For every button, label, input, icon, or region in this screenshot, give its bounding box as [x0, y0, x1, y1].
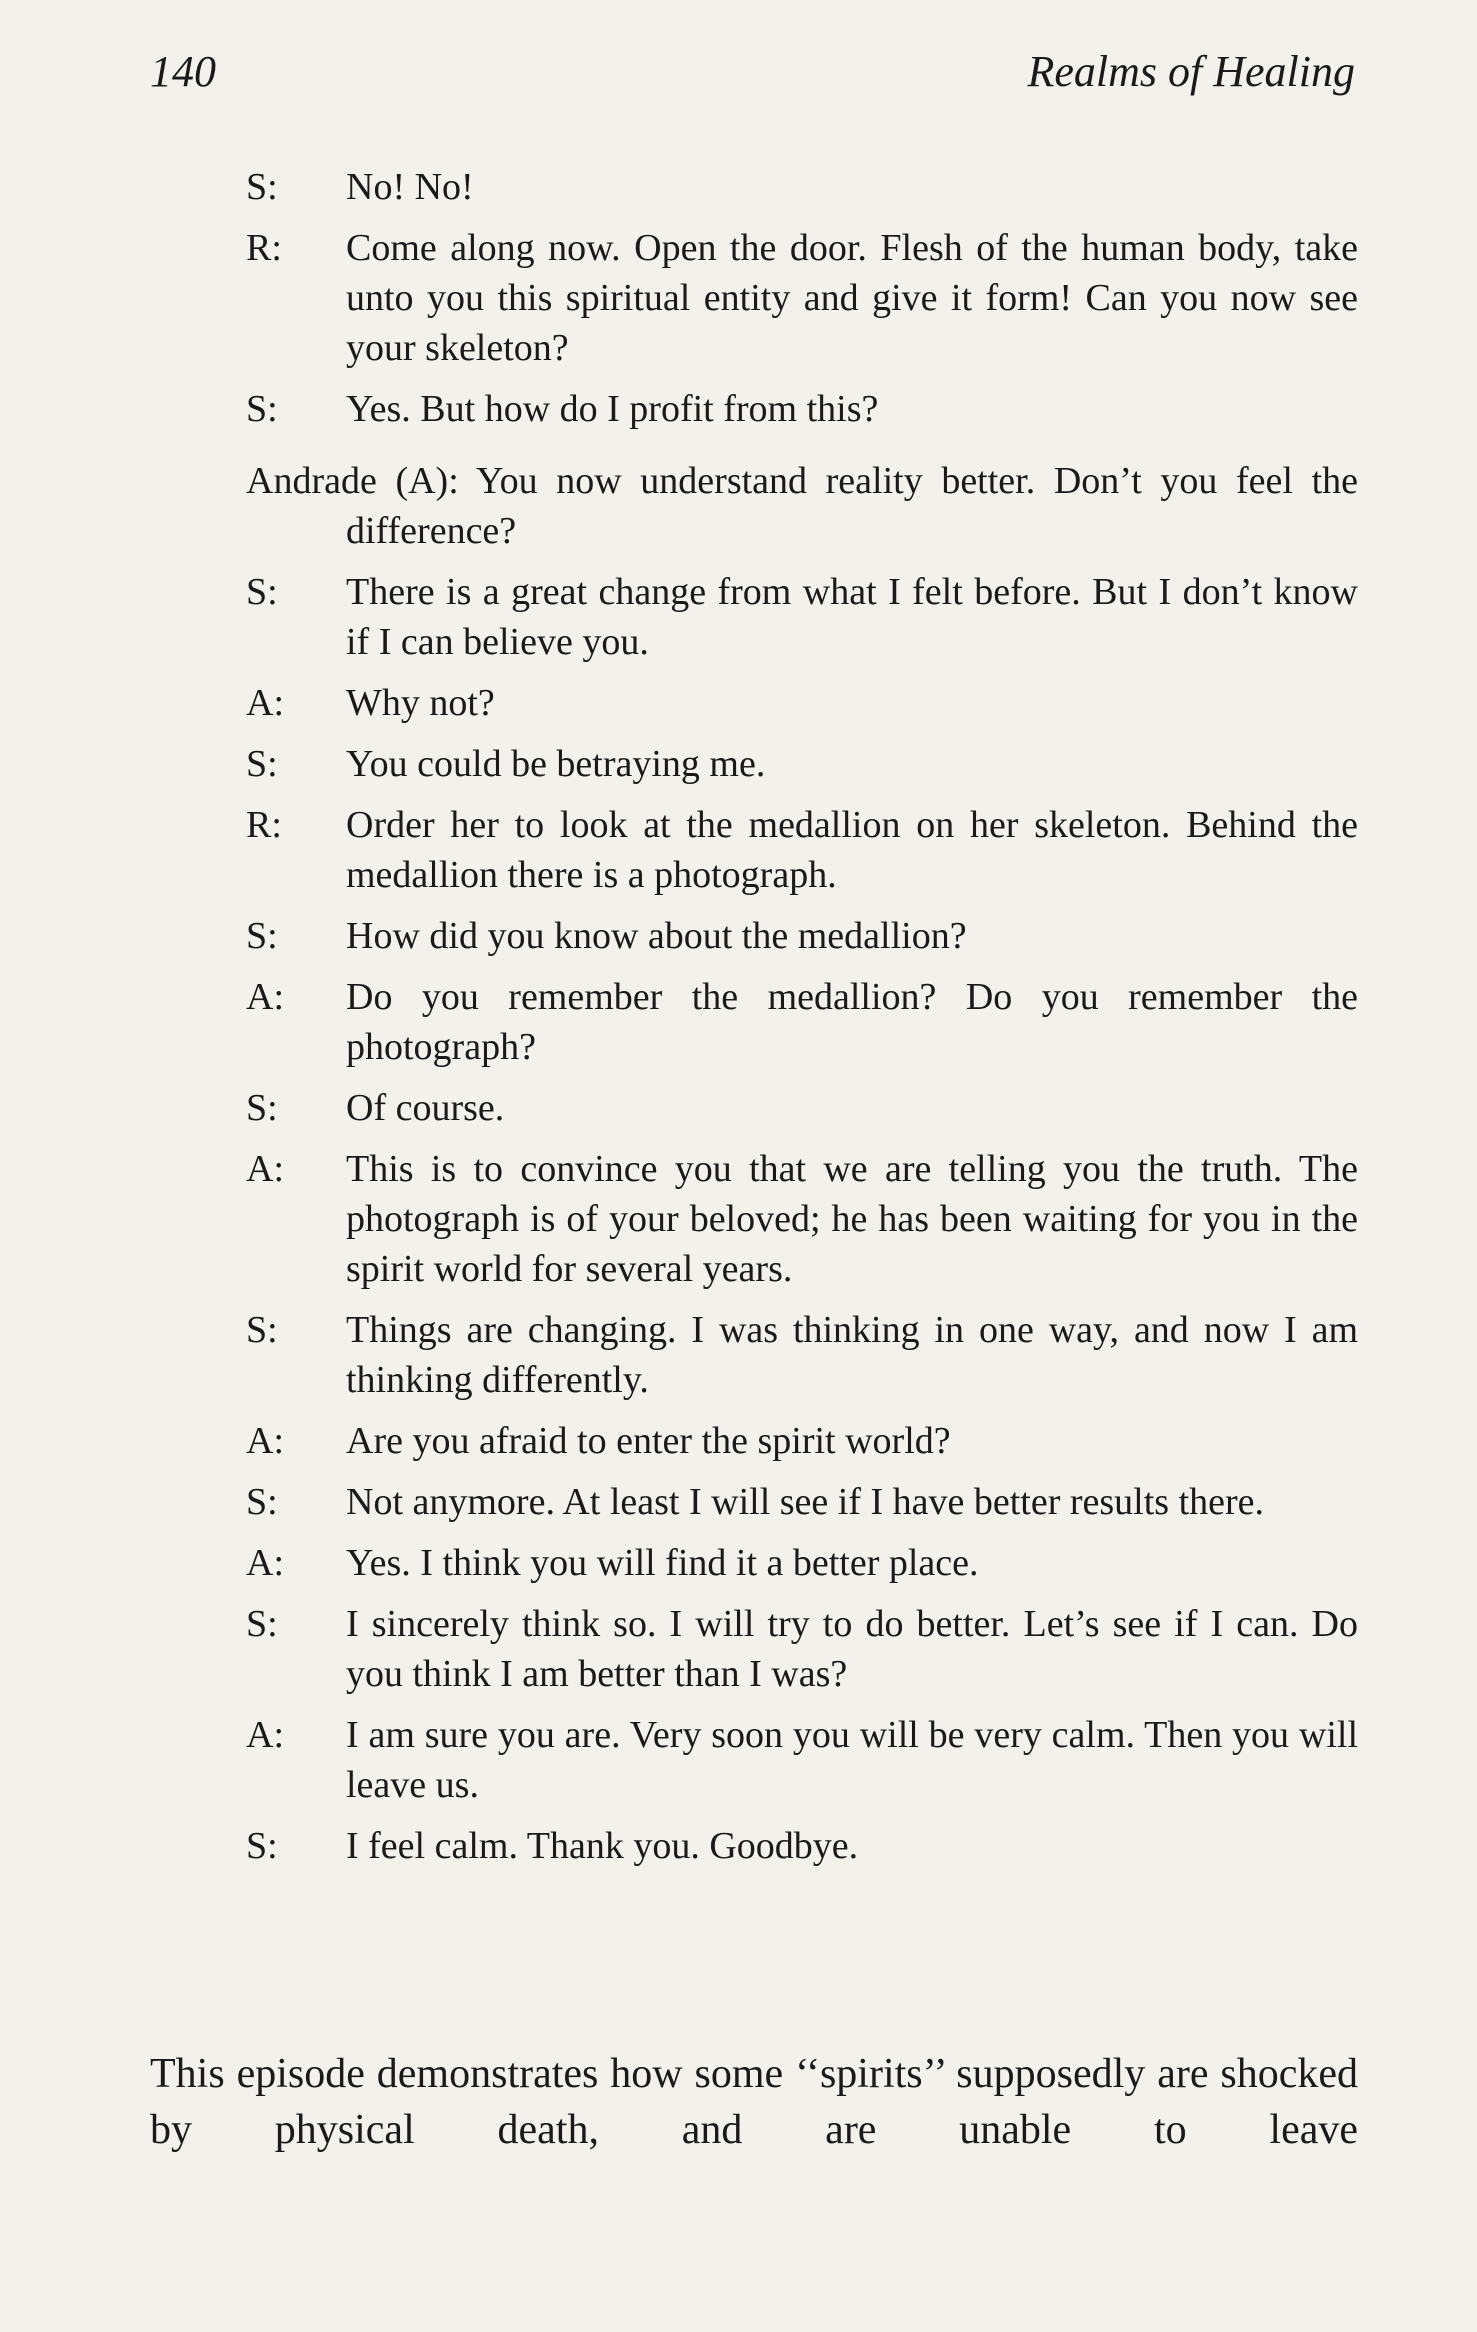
page-number: 140 — [150, 47, 216, 96]
utterance: Order her to look at the medallion on her skeleton. Behind the medallion there is a photograph. — [346, 804, 1358, 896]
utterance: Why not? — [346, 682, 495, 724]
utterance: I sincerely think so. I will try to do better. Let’s see if I can. Do you think I am better than I was? — [346, 1603, 1358, 1695]
dialogue-turn — [246, 1821, 1358, 1871]
dialogue-turn — [246, 1710, 1358, 1810]
speaker-label: R: — [246, 804, 282, 846]
speaker-label: S: — [246, 915, 278, 957]
speaker-label: S: — [246, 571, 278, 613]
utterance: Not anymore. At least I will see if I have better results there. — [346, 1481, 1265, 1523]
utterance-block — [246, 456, 1358, 556]
utterance: I am sure you are. Very soon you will be very calm. Then you will leave us. — [346, 1714, 1358, 1806]
utterance: Things are changing. I was thinking in one way, and now I am thinking differently. — [346, 1309, 1358, 1401]
dialogue-turn — [246, 1083, 1358, 1133]
utterance: This is to convince you that we are telling you the truth. The photograph is of your beloved; he has been waiting for you in the spirit world for several years. — [346, 1148, 1358, 1290]
speaker-label: Andrade (A): — [246, 460, 459, 502]
utterance: Yes. But how do I profit from this? — [346, 388, 879, 430]
dialogue-turn — [246, 567, 1358, 667]
speaker-label: S: — [246, 1087, 278, 1129]
dialogue-turn — [246, 1477, 1358, 1527]
dialogue-turn — [246, 1144, 1358, 1294]
utterance: Do you remember the medallion? Do you remember the photograph? — [346, 976, 1358, 1068]
dialogue-turn — [246, 1416, 1358, 1466]
speaker-label: S: — [246, 743, 278, 785]
utterance: You now understand reality better. Don’t you feel the difference? — [346, 460, 1359, 552]
speaker-label: S: — [246, 388, 278, 430]
utterance: How did you know about the medallion? — [346, 915, 967, 957]
utterance: No! No! — [346, 166, 474, 208]
speaker-label: A: — [246, 1148, 284, 1190]
dialogue-turn — [246, 384, 1358, 434]
speaker-label: R: — [246, 227, 282, 269]
speaker-label: S: — [246, 1603, 278, 1645]
utterance: You could be betraying me. — [346, 743, 766, 785]
speaker-label: S: — [246, 166, 278, 208]
dialogue-turn — [246, 800, 1358, 900]
speaker-label: A: — [246, 976, 284, 1018]
utterance: There is a great change from what I felt before. But I don’t know if I can believe you. — [346, 571, 1358, 663]
speaker-label: S: — [246, 1825, 278, 1867]
dialogue-turn — [246, 1599, 1358, 1699]
dialogue-turn — [246, 678, 1358, 728]
speaker-label: A: — [246, 1714, 284, 1756]
dialogue-turn — [246, 972, 1358, 1072]
dialogue-turn — [246, 1305, 1358, 1405]
speaker-label: A: — [246, 1542, 284, 1584]
utterance: Are you afraid to enter the spirit world? — [346, 1420, 951, 1462]
dialogue-turn — [246, 739, 1358, 789]
speaker-label: S: — [246, 1309, 278, 1351]
dialogue-transcript — [246, 162, 1358, 1882]
dialogue-turn — [246, 1538, 1358, 1588]
dialogue-turn — [246, 223, 1358, 373]
dialogue-turn — [246, 456, 1358, 556]
dialogue-turn — [246, 162, 1358, 212]
utterance: Of course. — [346, 1087, 505, 1129]
body-paragraph: This episode demonstrates how some ‘‘spirits’’ supposedly are shocked by physical death, and are unable to leave — [150, 2051, 1358, 2153]
speaker-label: A: — [246, 1420, 284, 1462]
utterance: Come along now. Open the door. Flesh of the human body, take unto you this spiritual entity and give it form! Can you now see your skeleton? — [346, 227, 1358, 369]
running-title: Realms of Healing — [1027, 47, 1355, 96]
page-header — [150, 42, 1355, 102]
utterance: I feel calm. Thank you. Goodbye. — [346, 1825, 859, 1867]
utterance: Yes. I think you will find it a better place. — [346, 1542, 979, 1584]
speaker-label: S: — [246, 1481, 278, 1523]
speaker-label: A: — [246, 682, 284, 724]
dialogue-turn — [246, 911, 1358, 961]
